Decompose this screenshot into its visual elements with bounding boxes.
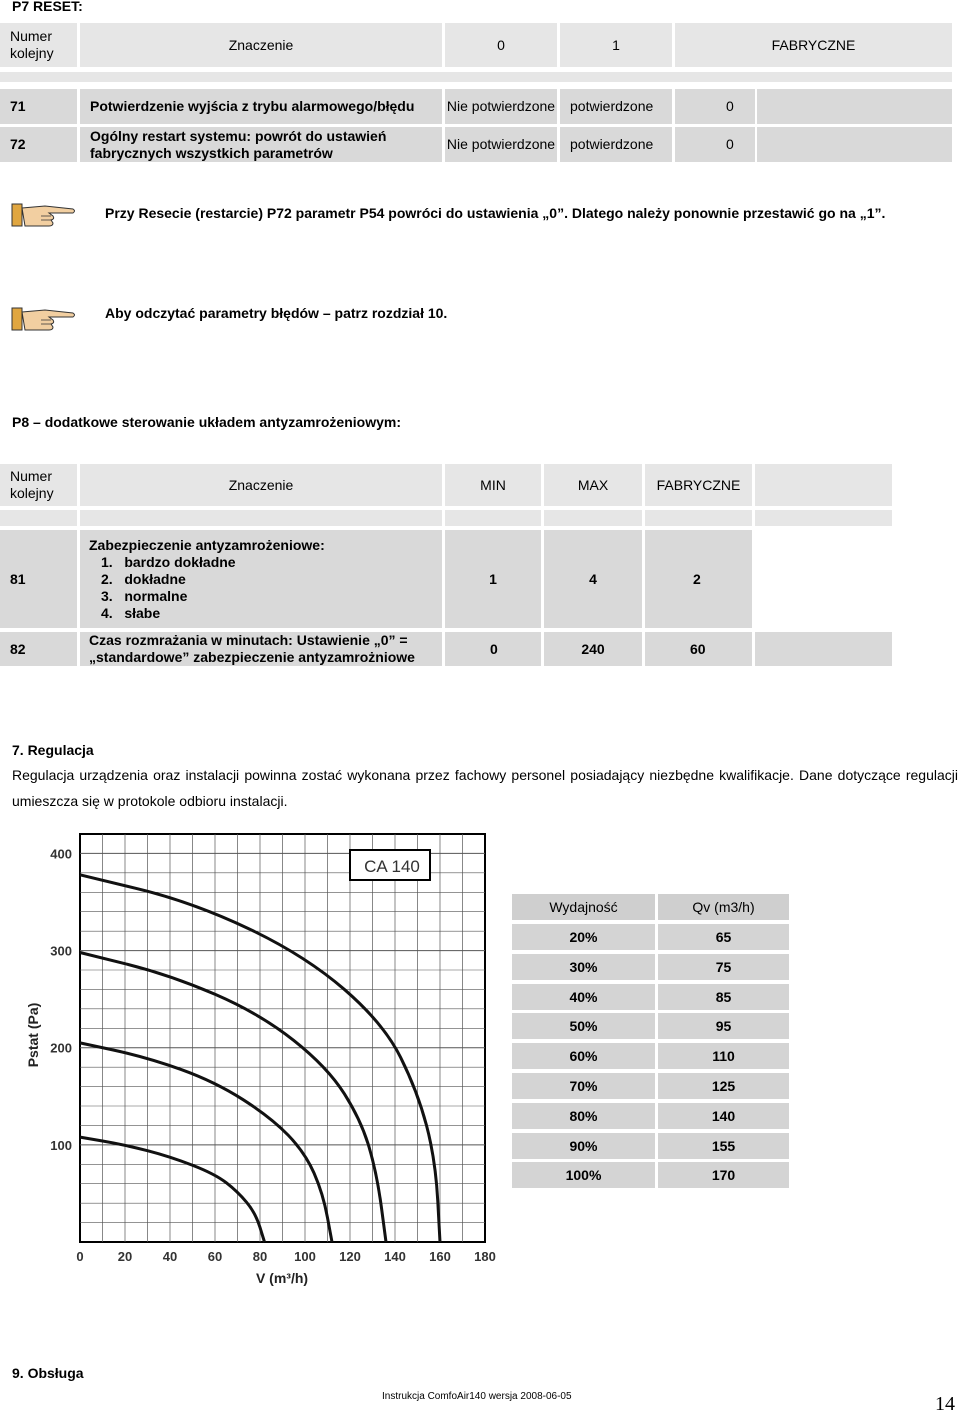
p8-row81-fab: 2 [645,530,752,628]
chart-xtick-label: 40 [162,1249,178,1264]
p8-row82-num: 82 [0,632,77,666]
p8-row82-fab: 60 [645,632,752,666]
p8-row82-empty [755,632,892,666]
p7-row72-empty [757,127,952,162]
footer-text: Instrukcja ComfoAir140 wersja 2008-06-05 [382,1391,572,1402]
chart-ytick-label: 200 [50,1040,72,1056]
qv-cell-percent: 90% [512,1133,655,1159]
p8-row81-option: 4. słabe [101,604,161,621]
chart-xtick-label: 180 [474,1249,496,1264]
pointing-hand-icon [11,304,77,334]
qv-cell-value: 95 [658,1013,789,1039]
p7-row72-num: 72 [0,127,77,162]
qv-cell-value: 140 [658,1103,789,1129]
p8-row81-option: 1. bardzo dokładne [101,553,236,570]
chart-xtick-label: 100 [294,1249,316,1264]
p7-row71-v1: potwierdzone [560,89,672,124]
p7-row72-desc: Ogólny restart systemu: powrót do ustawień fabrycznych wszystkich parametrów [80,127,442,162]
section7-paragraph: Regulacja urządzenia oraz instalacji powinna zostać wykonana przez fachowy personel posiadający niezbędne kwalifikacje. Dane dotyczące regulacji umieszcza się w protokole odbioru instalacji. [12,767,958,809]
chart-xtick-label: 80 [252,1249,268,1264]
note-reset: Przy Resecie (restarcie) P72 parametr P54 powróci do ustawienia „0”. Dlatego należy ponownie przestawić go na „1”. [105,205,886,221]
p7-row71-v0: Nie potwierdzone [445,89,557,124]
qv-cell-percent: 20% [512,924,655,950]
p8-row82-desc: Czas rozmrażania w minutach: Ustawienie „0” = „standardowe” zabezpieczenie antyzamrożniowe [80,632,442,666]
qv-cell-value: 65 [658,924,789,950]
p7-header-num: Numer kolejny [0,23,77,67]
p8-header-empty [755,464,892,506]
qv-cell-value: 85 [658,984,789,1010]
p7-row71-num: 71 [0,89,77,124]
qv-cell-percent: 40% [512,984,655,1010]
qv-cell-percent: 100% [512,1162,655,1188]
p8-title: P8 – dodatkowe sterowanie układem antyzamrożeniowym: [12,414,401,430]
p8-spacer-4 [544,510,642,526]
chart-title: CA 140 [364,857,420,876]
p7-row72-fab: 0 [675,127,755,162]
p8-row81-desc-title: Zabezpieczenie antyzamrożeniowe: [89,536,325,553]
qv-cell-value: 170 [658,1162,789,1188]
p7-spacer [0,72,952,82]
chart-ytick-label: 100 [50,1137,72,1153]
p8-row81-option: 2. dokładne [101,570,186,587]
qv-cell-percent: 80% [512,1103,655,1129]
section7-heading: 7. Regulacja [12,742,94,758]
qv-cell-value: 155 [658,1133,789,1159]
fan-curve-chart [0,830,500,1290]
p8-header-num: Numer kolejny [0,464,77,506]
p7-row72-v1: potwierdzone [560,127,672,162]
p8-row82-max: 240 [544,632,642,666]
p7-header-1: 1 [560,23,672,67]
qv-cell-percent: 60% [512,1043,655,1069]
chart-ytick-label: 400 [50,846,72,862]
p8-spacer-3 [445,510,541,526]
note-errors: Aby odczytać parametry błędów – patrz rozdział 10. [105,305,448,321]
qv-cell-value: 125 [658,1073,789,1099]
qv-cell-percent: 70% [512,1073,655,1099]
chart-ylabel: Pstat (Pa) [25,1002,41,1068]
p8-row81-desc [80,530,442,628]
p8-header-meaning: Znaczenie [80,464,442,506]
p7-title: P7 RESET: [12,0,83,14]
pointing-hand-icon [11,200,77,230]
qv-header-qv: Qv (m3/h) [658,894,789,920]
p8-row81-num: 81 [0,530,77,628]
chart-xtick-label: 140 [384,1249,406,1264]
p7-row71-desc: Potwierdzenie wyjścia z trybu alarmowego/błędu [80,89,442,124]
chart-xlabel: V (m³/h) [255,1270,309,1286]
chart-xtick-label: 60 [207,1249,223,1264]
p8-row81-max: 4 [544,530,642,628]
p8-header-fabryczne: FABRYCZNE [645,464,752,506]
qv-cell-percent: 30% [512,954,655,980]
p8-spacer-2 [80,510,442,526]
chart-ytick-label: 300 [50,943,72,959]
qv-cell-percent: 50% [512,1013,655,1039]
p7-header-fabryczne: FABRYCZNE [675,23,952,67]
chart-xtick-label: 20 [117,1249,133,1264]
p8-row81-option: 3. normalne [101,587,188,604]
p8-spacer-6 [755,510,892,526]
p7-header-meaning: Znaczenie [80,23,442,67]
qv-cell-value: 110 [658,1043,789,1069]
p8-header-max: MAX [544,464,642,506]
chart-xtick-label: 0 [76,1249,84,1264]
chart-xtick-label: 120 [339,1249,361,1264]
p8-row81-min: 1 [445,530,541,628]
p8-header-min: MIN [445,464,541,506]
p8-spacer-5 [645,510,752,526]
p7-row72-v0: Nie potwierdzone [445,127,557,162]
p7-row71-fab: 0 [675,89,755,124]
qv-header-wydajnosc: Wydajność [512,894,655,920]
section9-heading: 9. Obsługa [12,1365,84,1381]
p7-row71-empty [757,89,952,124]
qv-cell-value: 75 [658,954,789,980]
p8-row82-min: 0 [445,632,541,666]
p7-header-0: 0 [445,23,557,67]
p8-spacer-1 [0,510,77,526]
chart-xtick-label: 160 [429,1249,451,1264]
page-number: 14 [935,1393,955,1415]
p8-row81-empty [755,530,892,628]
